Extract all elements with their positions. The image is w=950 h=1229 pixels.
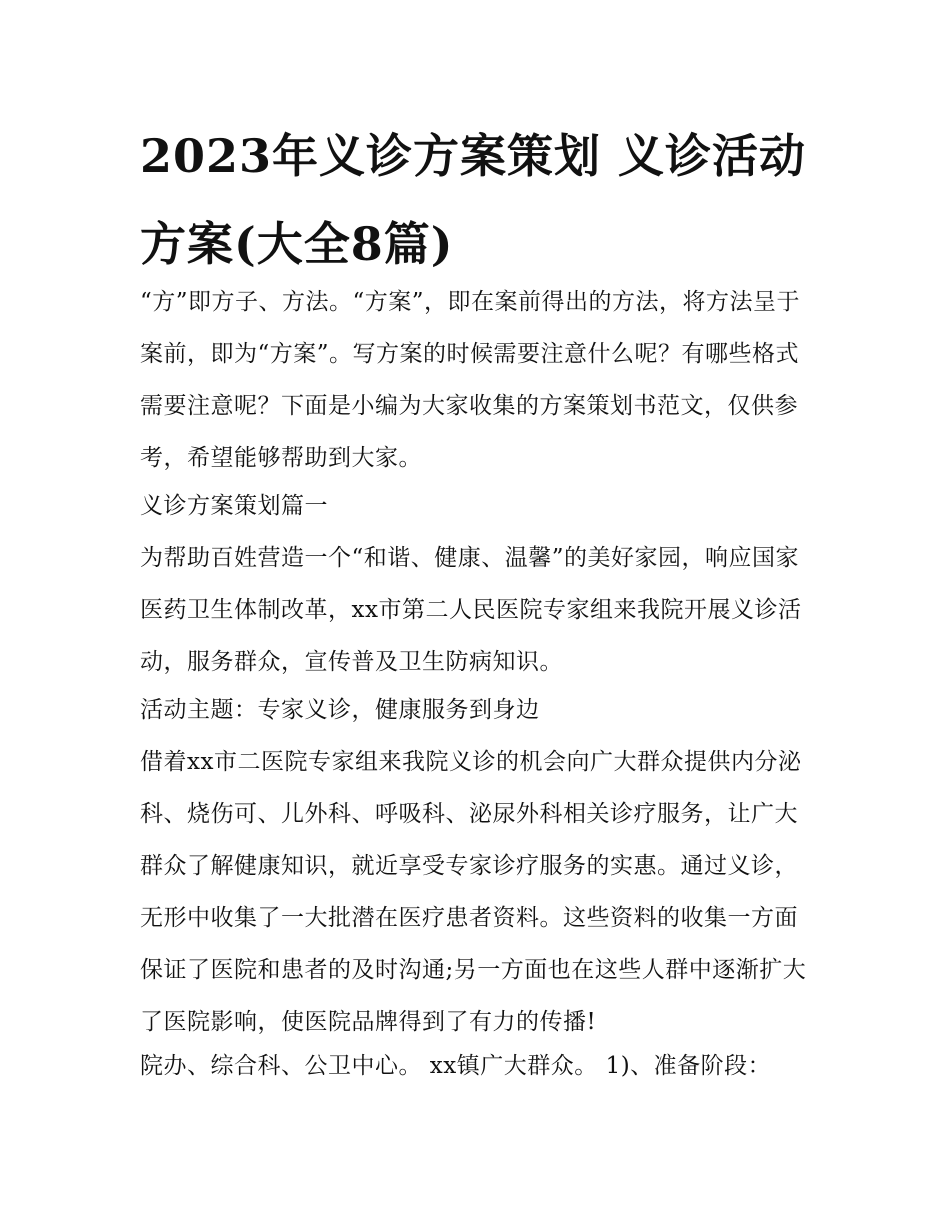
purpose-paragraph: 为帮助百姓营造一个“和谐、健康、温馨”的美好家园，响应国家医药卫生体制改革，xx市第二人民医院专家组来我院开展义诊活动，服务群众，宣传普及卫生防病知识。 <box>140 545 802 675</box>
intro-paragraph: “方”即方子、方法。“方案”，即在案前得出的方法，将方法呈于案前，即为“方案”。写方案的时候需要注意什么呢？有哪些格式需要注意呢？下面是小编为大家收集的方案策划书范文，仅供参考，希望能够帮助到大家。 <box>140 289 801 471</box>
section-heading: 义诊方案策划篇一 <box>140 493 328 519</box>
theme-paragraph: 活动主题：专家义诊，健康服务到身边 <box>140 697 540 723</box>
document-title: 2023年义诊方案策划 义诊活动方案(大全8篇) <box>140 129 807 271</box>
organization-paragraph: 院办、综合科、公卫中心。 xx镇广大群众。 1)、准备阶段： <box>140 1053 772 1079</box>
content-paragraph: 借着xx市二医院专家组来我院义诊的机会向广大群众提供内分泌科、烧伤可、儿外科、呼吸科、泌尿外科相关诊疗服务，让广大群众了解健康知识，就近享受专家诊疗服务的实惠。通过义诊，无形中收集了一大批潜在医疗患者资料。这些资料的收集一方面保证了医院和患者的及时沟通;另一方面也在这些人群中逐渐扩大了医院影响，使医院品牌得到了有力的传播! <box>140 749 807 1035</box>
